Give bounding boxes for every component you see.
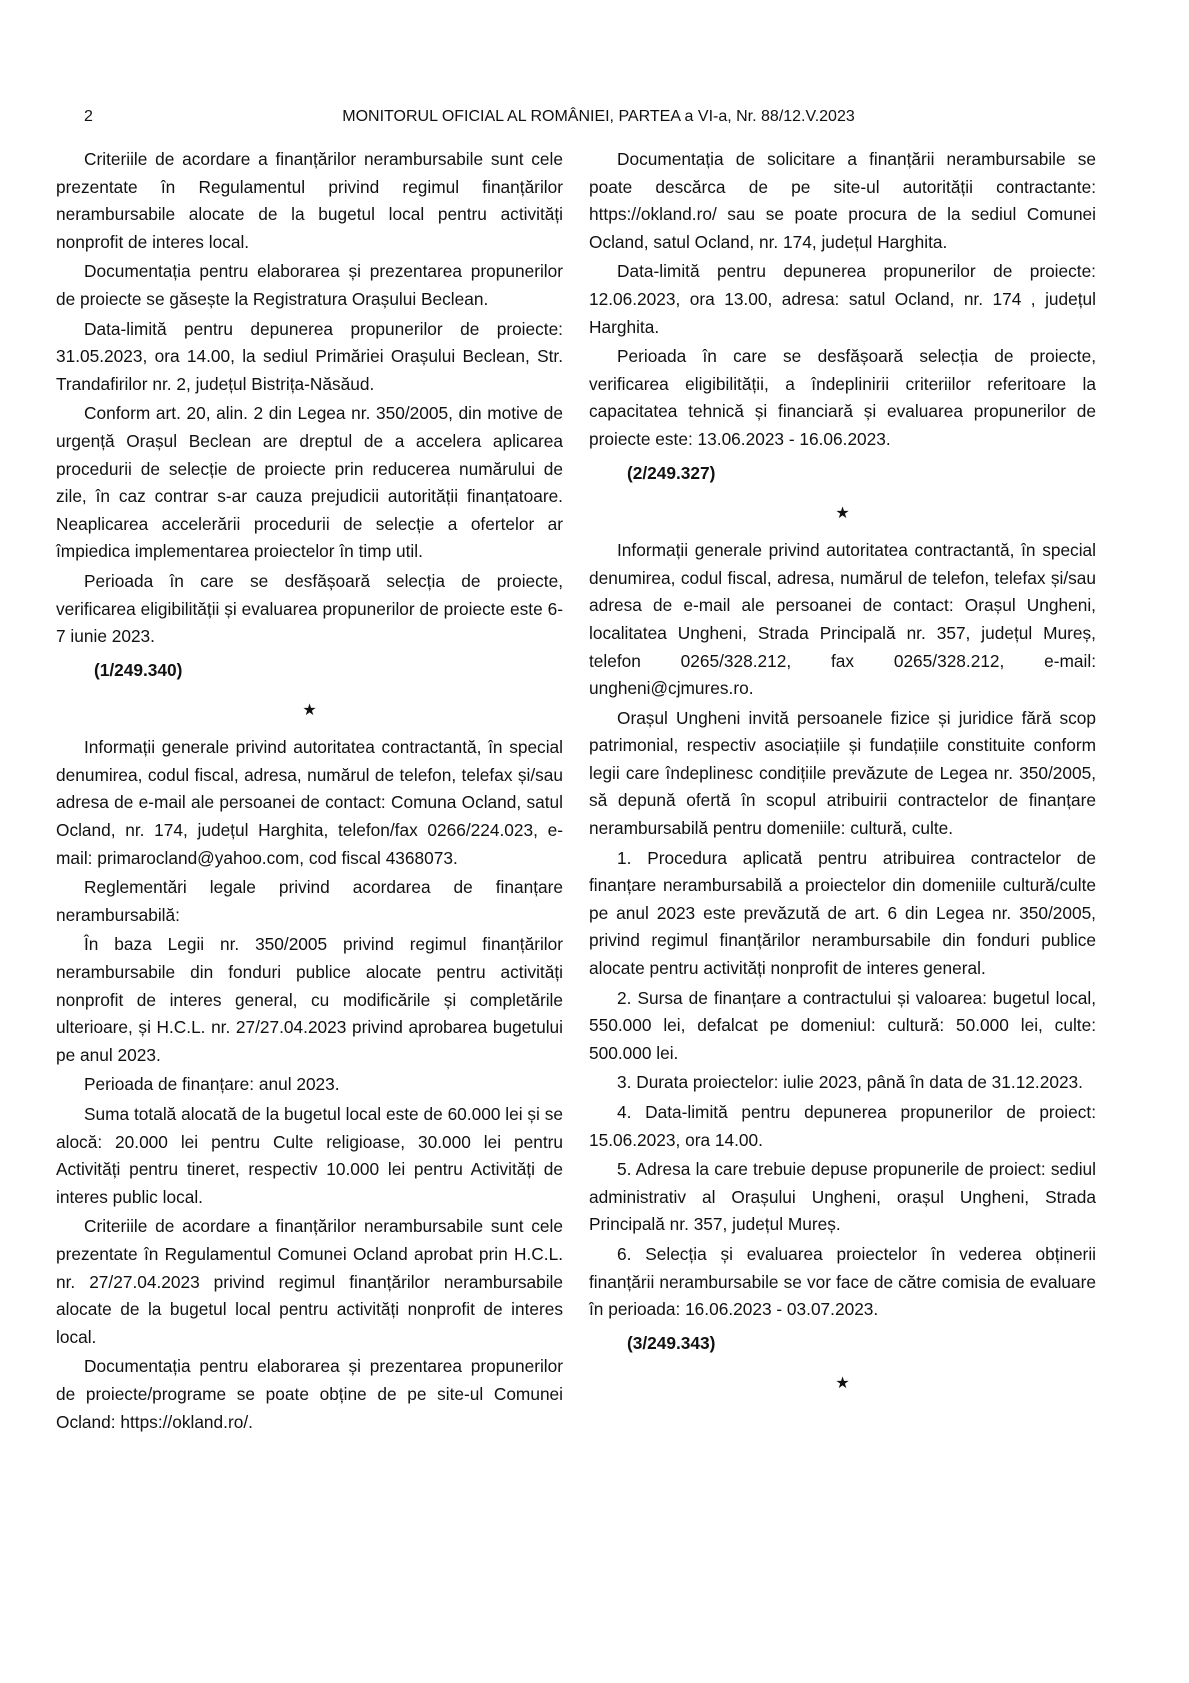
paragraph: Data-limită pentru depunerea propunerilor de proiecte: 12.06.2023, ora 13.00, adresa: satul Ocland, nr. 174 , județul Harghita.	[589, 261, 1096, 337]
star-separator-icon: ★	[835, 505, 850, 523]
paragraph: Documentația de solicitare a finanțării nerambursabile se poate descărca de pe site-ul autorității contractante: https://okland.ro/ sau se poate procura de la sediul Comunei Ocland, satul Ocland, nr. 174, județul Harghita.	[589, 149, 1096, 252]
paragraph: 6. Selecția și evaluarea proiectelor în vederea obținerii finanțării nerambursabile se vor face de către comisia de evaluare în perioada: 16.06.2023 - 03.07.2023.	[589, 1243, 1096, 1320]
paragraph: Reglementări legale privind acordarea de finanțare nerambursabilă:	[56, 877, 563, 925]
paragraph: Suma totală alocată de la bugetul local este de 60.000 lei și se alocă: 20.000 lei pentru Culte religioase, 30.000 lei pentru Activități pentru tineret, respectiv 10.000 lei pentru Activități de interes public local.	[56, 1104, 563, 1207]
paragraph: În baza Legii nr. 350/2005 privind regimul finanțărilor nerambursabile din fonduri publice alocate pentru activități nonprofit de interes general, cu modificările și completările ulterioare, și H.C.L. nr. 27/27.04.2023 privind aprobarea bugetului pe anul 2023.	[56, 934, 563, 1065]
paragraph: 5. Adresa la care trebuie depuse propunerile de proiect: sediul administrativ al Orașului Ungheni, orașul Ungheni, Strada Principală nr. 357, județul Mureș.	[589, 1159, 1096, 1235]
paragraph: 2. Sursa de finanțare a contractului și valoarea: bugetul local, 550.000 lei, defalcat pe domeniul: cultură: 50.000 lei, culte: 500.000 lei.	[589, 987, 1096, 1063]
paragraph: Informații generale privind autoritatea contractantă, în special denumirea, codul fiscal, adresa, numărul de telefon, telefax și/sau adresa de e-mail ale persoanei de contact: Comuna Ocland, satul Ocland, nr. 174, județul Harghita, telefon/fax 0266/224.023, e-mail: primarocland@yahoo.com, cod fiscal 4368073.	[56, 737, 563, 868]
page-number: 2	[84, 108, 93, 125]
paragraph: Conform art. 20, alin. 2 din Legea nr. 350/2005, din motive de urgență Orașul Beclean are dreptul de a accelera aplicarea procedurii de selecție de proiecte prin reducerea numărului de zile, în caz contrar s-ar cauza prejudicii autorității finanțatoare. Neaplicarea accelerării procedurii de selecție a ofertelor ar împiedica implementarea proiectelor în timp util.	[56, 403, 563, 562]
paragraph: Informații generale privind autoritatea contractantă, în special denumirea, codul fiscal, adresa, numărul de telefon, telefax și/sau adresa de e-mail ale persoanei de contact: Orașul Ungheni, localitatea Ungheni, Strada Principală nr. 357, județul Mureș, telefon 0265/328.212, fax 0265/328.212, e-mail: ungheni@cjmures.ro.	[589, 540, 1096, 699]
publication-title: MONITORUL OFICIAL AL ROMÂNIEI, PARTEA a VI-a, Nr. 88/12.V.2023	[342, 108, 855, 125]
star-separator-icon: ★	[835, 1375, 850, 1393]
paragraph: Documentația pentru elaborarea și prezentarea propunerilor de proiecte se găsește la Registratura Orașului Beclean.	[56, 261, 563, 309]
announcement-code: (1/249.340)	[94, 659, 183, 680]
announcement-code: (3/249.343)	[627, 1332, 716, 1353]
left-column	[56, 146, 563, 1438]
paragraph: 3. Durata proiectelor: iulie 2023, până în data de 31.12.2023.	[617, 1072, 1083, 1093]
star-separator-icon: ★	[302, 702, 317, 720]
paragraph: Data-limită pentru depunerea propunerilor de proiecte: 31.05.2023, ora 14.00, la sediul Primăriei Orașului Beclean, Str. Trandafirilor nr. 2, județul Bistrița-Năsăud.	[56, 318, 563, 394]
paragraph: Criteriile de acordare a finanțărilor nerambursabile sunt cele prezentate în Regulamentul privind regimul finanțărilor nerambursabile alocate de la bugetul local pentru activități nonprofit de interes local.	[56, 149, 563, 252]
paragraph: Orașul Ungheni invită persoanele fizice și juridice fără scop patrimonial, respectiv asociațiile și fundațiile constituite conform legii care îndeplinesc condițiile prevăzute de Legea nr. 350/2005, să depună ofertă în scopul atribuirii contractelor de finanțare nerambursabilă pentru domeniile: cultură, culte.	[589, 707, 1096, 839]
paragraph: Documentația pentru elaborarea și prezentarea propunerilor de proiecte/programe se poate obține de pe site-ul Comunei Ocland: https://okland.ro/.	[56, 1356, 563, 1432]
announcement-code: (2/249.327)	[627, 462, 716, 483]
paragraph: Perioada de finanțare: anul 2023.	[84, 1074, 340, 1095]
page-header	[56, 108, 1141, 132]
paragraph: 1. Procedura aplicată pentru atribuirea contractelor de finanțare nerambursabilă a proiectelor din domeniile cultură/culte pe anul 2023 este prevăzută de art. 6 din Legea nr. 350/2005, privind regimul finanțărilor nerambursabile din fonduri publice alocate pentru activități nonprofit de interes general.	[589, 847, 1096, 979]
paragraph: Perioada în care se desfășoară selecția de proiecte, verificarea eligibilității, a îndeplinirii criteriilor referitoare la capacitatea tehnică și financiară și evaluarea propunerilor de proiecte este: 13.06.2023 - 16.06.2023.	[589, 346, 1096, 449]
right-column	[589, 146, 1096, 1407]
paragraph: 4. Data-limită pentru depunerea propunerilor de proiect: 15.06.2023, ora 14.00.	[589, 1102, 1096, 1150]
paragraph: Perioada în care se desfășoară selecția de proiecte, verificarea eligibilității și evaluarea propunerilor de proiecte este 6-7 iunie 2023.	[56, 570, 563, 647]
paragraph: Criteriile de acordare a finanțărilor nerambursabile sunt cele prezentate în Regulamentul Comunei Ocland aprobat prin H.C.L. nr. 27/27.04.2023 privind regimul finanțărilor nerambursabile alocate de la bugetul local pentru activități nonprofit de interes local.	[56, 1216, 563, 1347]
